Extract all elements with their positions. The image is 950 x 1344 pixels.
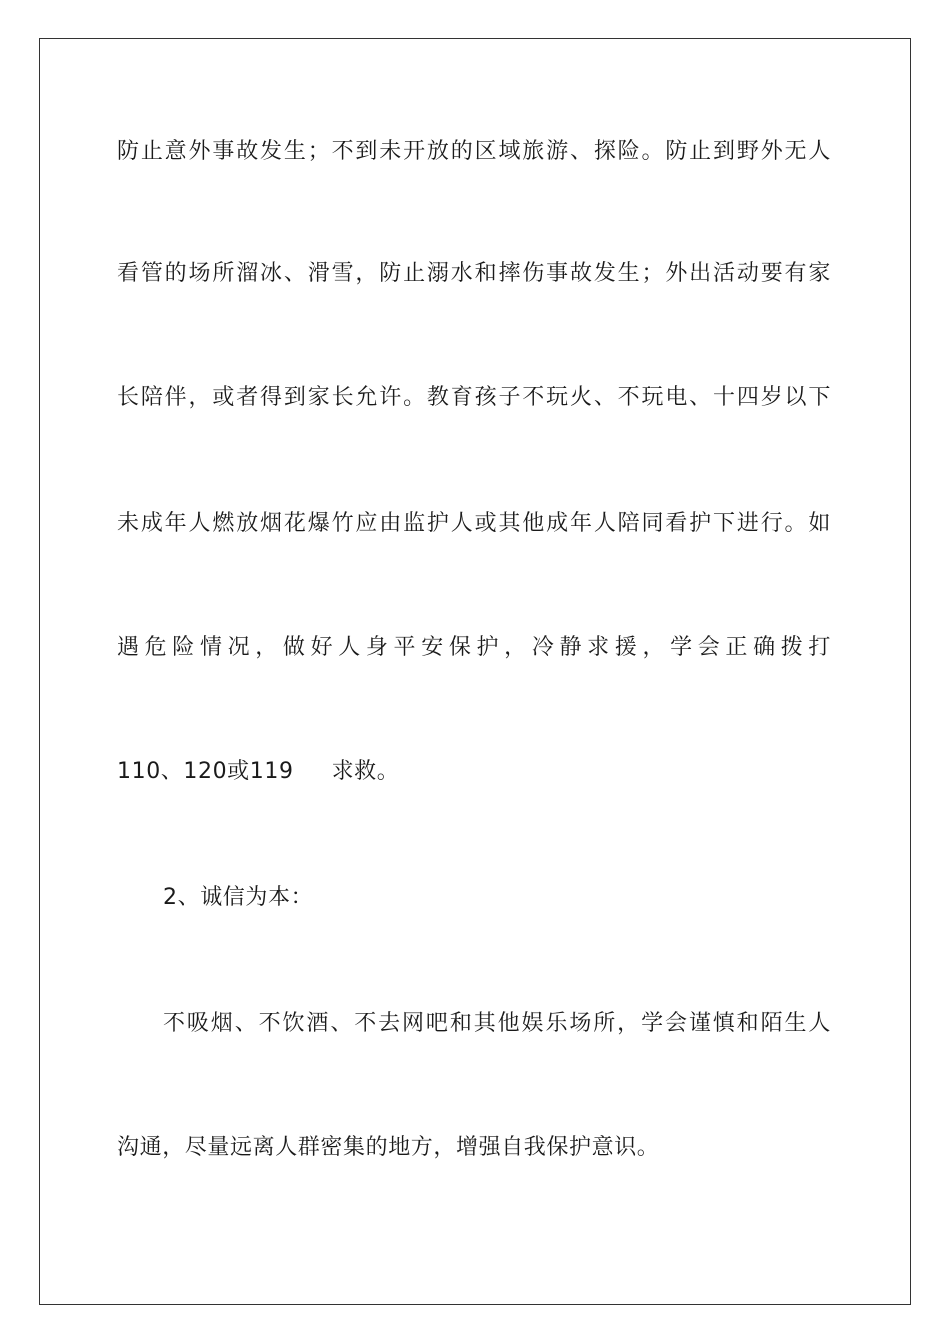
page-border xyxy=(39,38,911,1305)
section-text-line: 不吸烟、不饮酒、不去网吧和其他娱乐场所，学会谨慎和陌生人 xyxy=(163,1011,831,1036)
section-heading: 2、诚信为本： xyxy=(163,885,314,910)
emergency-numbers: 110、120或119 xyxy=(117,759,294,784)
emergency-numbers-line xyxy=(117,758,831,786)
body-text-line: 看管的场所溜冰、滑雪，防止溺水和摔伤事故发生；外出活动要有家 xyxy=(117,261,831,286)
body-text-line: 未成年人燃放烟花爆竹应由监护人或其他成年人陪同看护下进行。如 xyxy=(117,511,831,536)
section-text-line: 沟通，尽量远离人群密集的地方，增强自我保护意识。 xyxy=(117,1135,660,1160)
body-text-line: 长陪伴，或者得到家长允许。教育孩子不玩火、不玩电、十四岁以下 xyxy=(117,385,831,410)
body-text-line: 防止意外事故发生；不到未开放的区域旅游、探险。防止到野外无人 xyxy=(117,139,831,164)
body-text-line: 遇危险情况，做好人身平安保护，冷静求援，学会正确拨打 xyxy=(117,635,831,660)
emergency-suffix: 求救。 xyxy=(331,759,400,784)
